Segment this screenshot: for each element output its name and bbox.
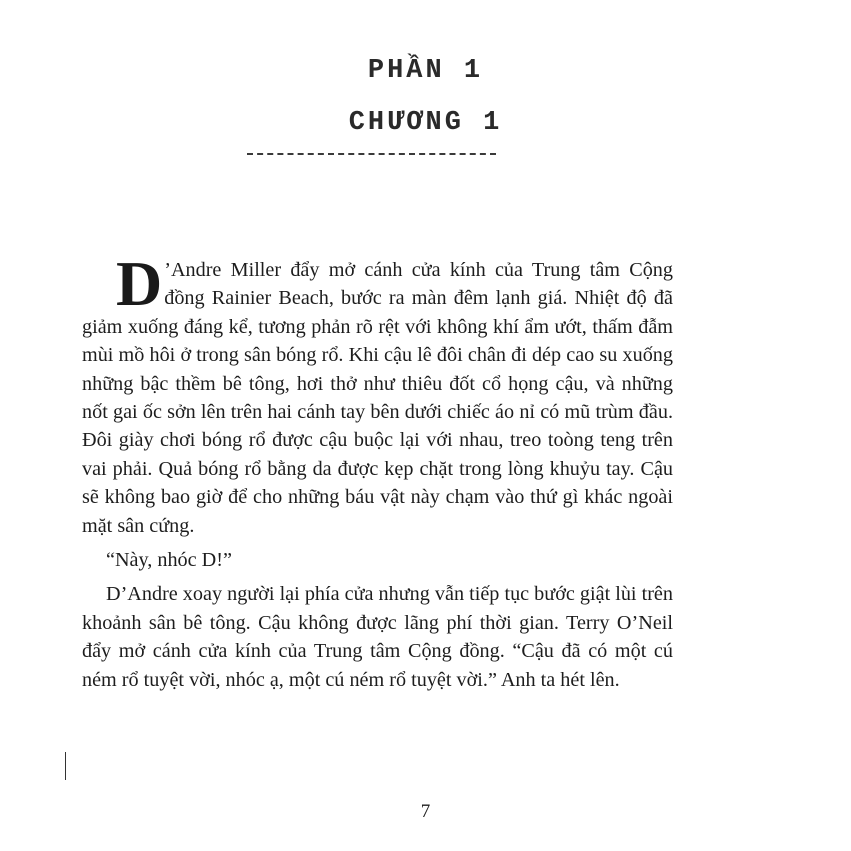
title-divider: [247, 153, 496, 155]
margin-mark: [65, 752, 66, 780]
paragraph-opening: [82, 248, 673, 540]
paragraph-opening-text: ’Andre Miller đẩy mở cánh cửa kính của Trung tâm Cộng đồng Rainier Beach, bước ra màn đêm lạnh giá. Nhiệt độ đã giảm xuống đáng kể, tương phản rõ rệt với không khí ẩm ướt, thấm đẫm mùi mồ hôi ở trong sân bóng rổ. Khi cậu lê đôi chân đi dép cao su xuống những bậc thềm bê tông, hơi thở như thiêu đốt cổ họng cậu, và những nốt gai ốc sởn lên trên hai cánh tay bên dưới chiếc áo nỉ có mũ trùm đầu. Đôi giày chơi bóng rổ được cậu buộc lại với nhau, treo toòng teng trên vai phải. Quả bóng rổ bằng da được kẹp chặt trong lòng khuỷu tay. Cậu sẽ không bao giờ để cho những báu vật này chạm vào thứ gì khác ngoài mặt sân cứng.: [82, 259, 673, 537]
paragraph-continuation: D’Andre xoay người lại phía cửa nhưng vẫn tiếp tục bước giật lùi trên khoảnh sân bê tông. Cậu không được lãng phí thời gian. Terry O’Neil đẩy mở cánh cửa kính của Trung tâm Cộng đồng. “Cậu đã có một cú ném rổ tuyệt vời, nhóc ạ, một cú ném rổ tuyệt vời.” Anh ta hét lên.: [82, 583, 673, 691]
page-number: 7: [420, 801, 431, 822]
chapter-title: CHƯƠNG 1: [348, 108, 503, 138]
drop-cap: D: [116, 248, 163, 319]
part-title: PHẦN 1: [367, 56, 484, 86]
chapter-text: [82, 248, 673, 694]
paragraph-dialogue: “Này, nhóc D!”: [106, 549, 232, 572]
